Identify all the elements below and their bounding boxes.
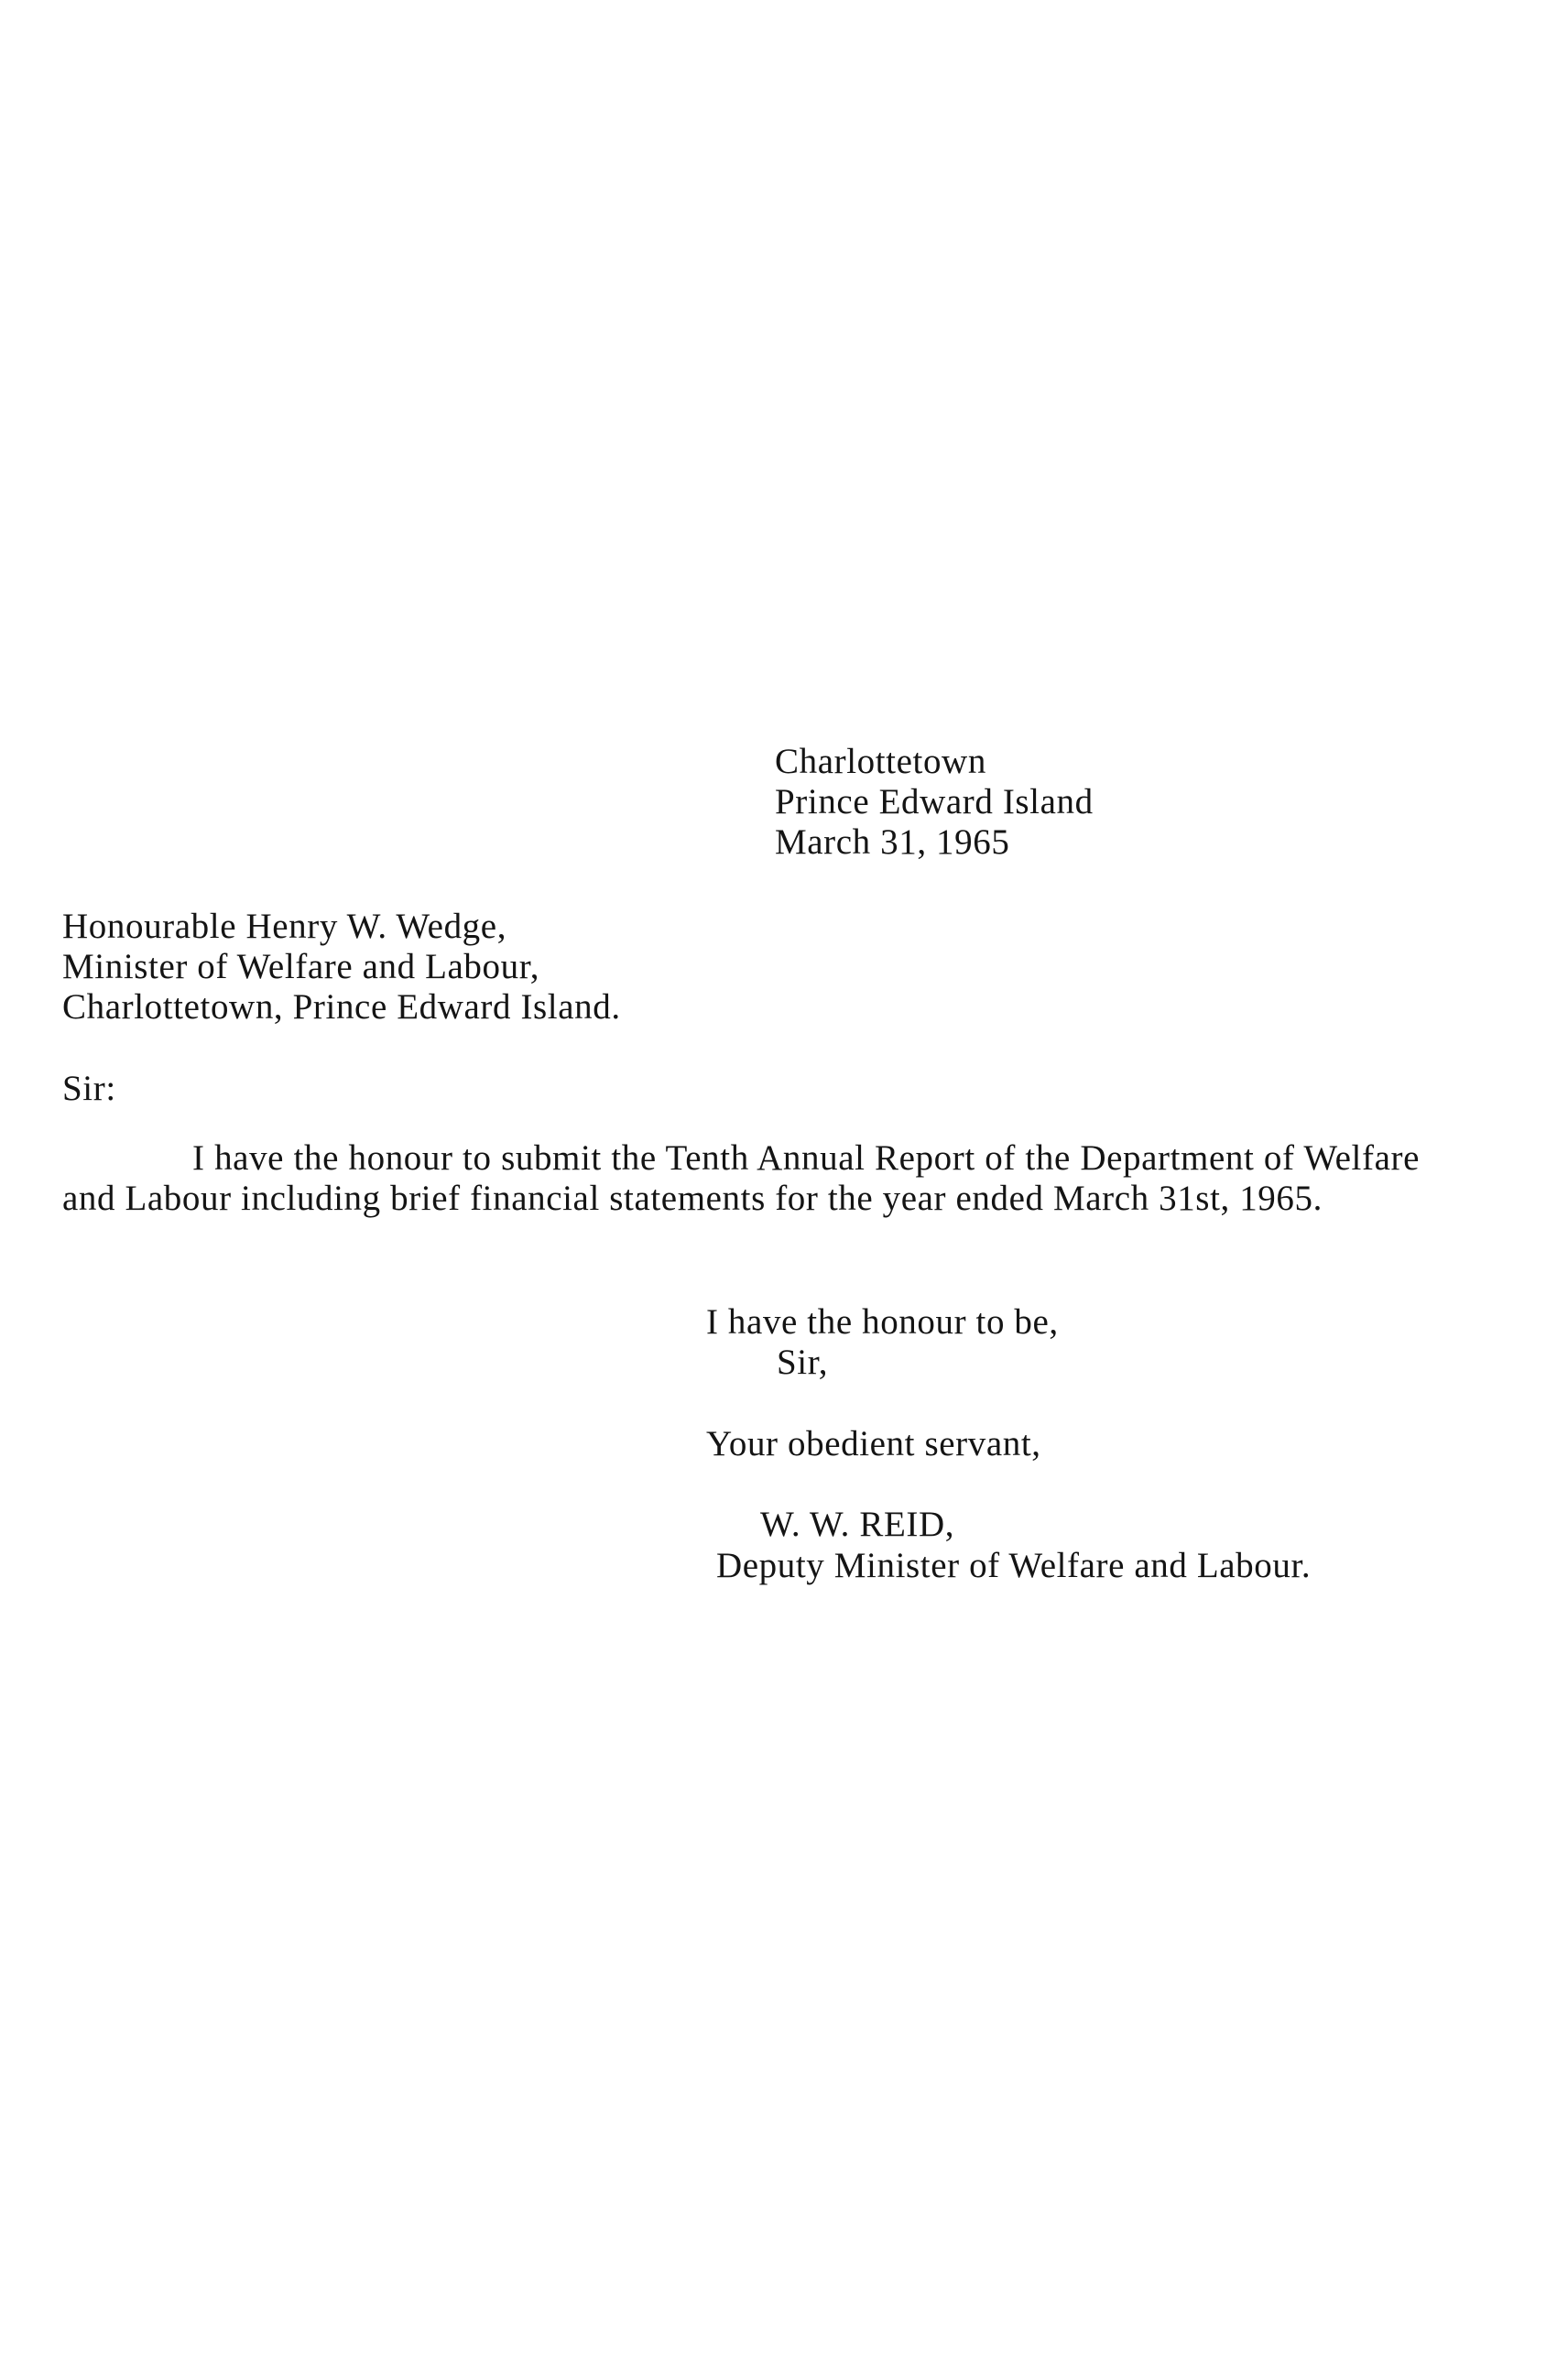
- addressee-location: Charlottetown, Prince Edward Island.: [62, 987, 621, 1027]
- signature-title: Deputy Minister of Welfare and Labour.: [716, 1546, 1312, 1585]
- addressee-title: Minister of Welfare and Labour,: [62, 947, 540, 986]
- signature-name: W. W. REID,: [760, 1505, 955, 1544]
- header-province: Prince Edward Island: [775, 782, 1094, 821]
- closing-line-3: Your obedient servant,: [706, 1424, 1041, 1463]
- closing-line-1: I have the honour to be,: [706, 1302, 1059, 1342]
- closing-line-2: Sir,: [777, 1343, 829, 1382]
- body-paragraph: I have the honour to submit the Tenth Annual Report of the Department of Welfare and Labour including brief financial statements for the year ended March 31st, 1965.: [62, 1138, 1420, 1218]
- header-date: March 31, 1965: [775, 822, 1010, 862]
- addressee-name: Honourable Henry W. Wedge,: [62, 907, 507, 946]
- header-city: Charlottetown: [775, 742, 986, 781]
- salutation: Sir:: [62, 1069, 116, 1108]
